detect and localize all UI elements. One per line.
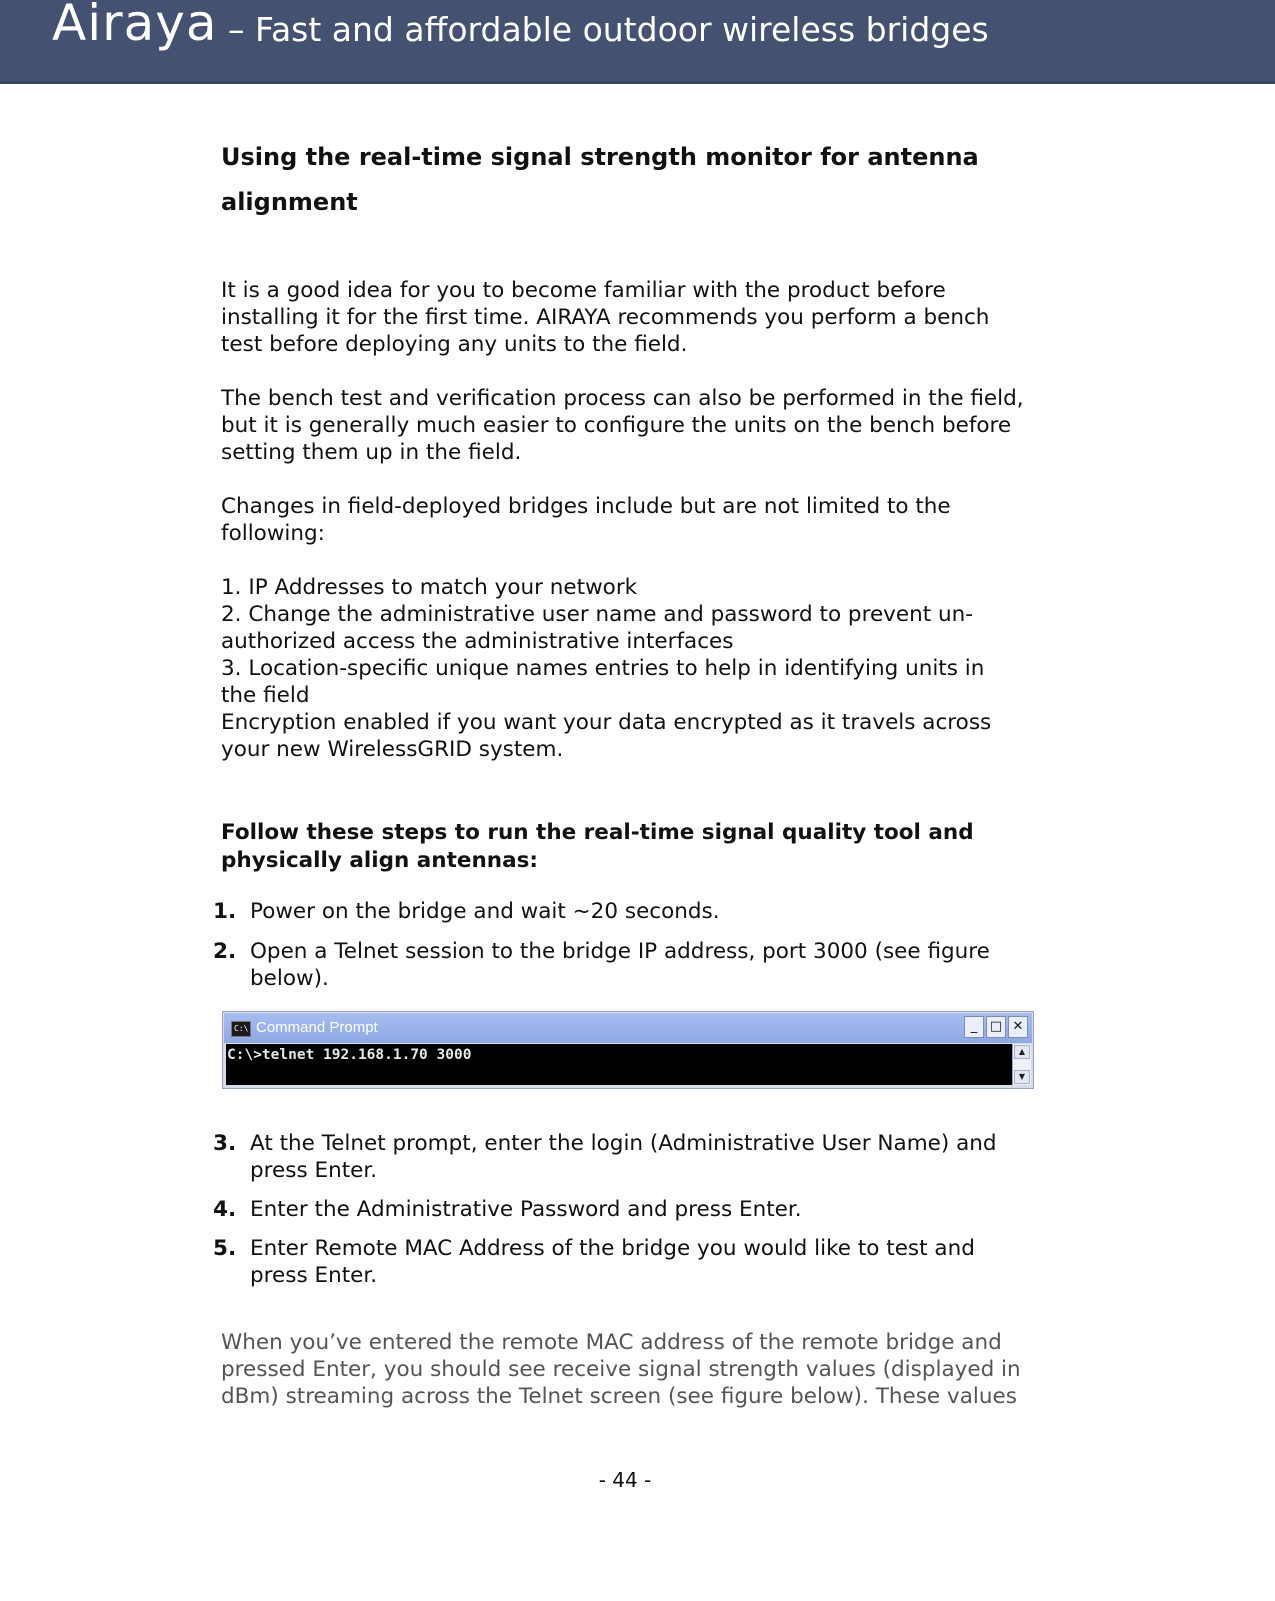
step-number: 3. bbox=[213, 1131, 237, 1156]
paragraph-line: pressed Enter, you should see receive signal strength values (displayed in bbox=[221, 1357, 1021, 1382]
paragraph-line: dBm) streaming across the Telnet screen (see figure below). These values bbox=[221, 1384, 1017, 1409]
step-text: Enter Remote MAC Address of the bridge you would like to test and bbox=[250, 1236, 975, 1261]
step-number: 1. bbox=[213, 899, 237, 924]
scrollbar[interactable] bbox=[1012, 1044, 1031, 1085]
step-text: press Enter. bbox=[250, 1263, 378, 1288]
paragraph-line: setting them up in the field. bbox=[221, 440, 522, 465]
step-item bbox=[213, 1130, 1081, 1184]
step-text: Enter the Administrative Password and press Enter. bbox=[250, 1197, 802, 1222]
paragraph-line: Changes in field-deployed bridges include but are not limited to the bbox=[221, 494, 951, 519]
bench-test-paragraph bbox=[221, 385, 1081, 466]
header-tagline: – Fast and affordable outdoor wireless bridges bbox=[228, 10, 989, 49]
steps-heading-line2: physically align antennas: bbox=[221, 848, 538, 873]
list-item: 2. Change the administrative user name and password to prevent un- bbox=[221, 602, 974, 627]
step-item bbox=[213, 1235, 1081, 1289]
scroll-down-icon[interactable]: ▼ bbox=[1014, 1070, 1030, 1084]
step-number: 4. bbox=[213, 1197, 237, 1222]
minimize-button[interactable]: _ bbox=[964, 1016, 984, 1038]
list-item: 1. IP Addresses to match your network bbox=[221, 575, 638, 600]
command-prompt-titlebar[interactable] bbox=[224, 1013, 1032, 1043]
steps-heading-line1: Follow these steps to run the real-time signal quality tool and bbox=[221, 820, 974, 845]
paragraph-line: but it is generally much easier to configure the units on the bench before bbox=[221, 413, 1012, 438]
section-title-line2: alignment bbox=[221, 188, 358, 216]
intro-paragraph bbox=[221, 277, 1081, 358]
paragraph-line: following: bbox=[221, 521, 325, 546]
paragraph-line: The bench test and verification process can also be performed in the field, bbox=[221, 386, 1024, 411]
step-item bbox=[213, 898, 1081, 925]
maximize-button[interactable]: □ bbox=[986, 1016, 1006, 1038]
console-icon-label: C:\ bbox=[234, 1024, 249, 1033]
brand-name: Airaya bbox=[52, 0, 218, 52]
list-item: the field bbox=[221, 683, 310, 708]
paragraph-line: It is a good idea for you to become familiar with the product before bbox=[221, 278, 946, 303]
step-number: 2. bbox=[213, 939, 237, 964]
changes-paragraph bbox=[221, 493, 1081, 547]
paragraph-line: When you’ve entered the remote MAC address of the remote bridge and bbox=[221, 1330, 1002, 1355]
main-content bbox=[213, 135, 1081, 1410]
step-text: press Enter. bbox=[250, 1158, 378, 1183]
steps-list bbox=[213, 898, 1081, 1289]
step-text: At the Telnet prompt, enter the login (Administrative User Name) and bbox=[250, 1131, 997, 1156]
list-item: your new WirelessGRID system. bbox=[221, 737, 564, 762]
close-button[interactable]: ✕ bbox=[1008, 1016, 1028, 1038]
step-number: 5. bbox=[213, 1236, 237, 1261]
page-header bbox=[0, 0, 1275, 84]
list-item: 3. Location-specific unique names entries to help in identifying units in bbox=[221, 656, 985, 681]
step-item bbox=[213, 938, 1081, 992]
changes-list bbox=[221, 574, 1081, 763]
scroll-up-icon[interactable]: ▲ bbox=[1014, 1045, 1030, 1059]
section-title-line1: Using the real-time signal strength monitor for antenna bbox=[221, 143, 979, 171]
step-text: Open a Telnet session to the bridge IP address, port 3000 (see figure bbox=[250, 939, 990, 964]
paragraph-line: installing it for the first time. AIRAYA recommends you perform a bench bbox=[221, 305, 990, 330]
console-icon bbox=[231, 1021, 251, 1037]
step-item bbox=[213, 1196, 1081, 1223]
console-output[interactable] bbox=[226, 1044, 1012, 1085]
closing-paragraph bbox=[221, 1329, 1081, 1410]
telnet-command: C:\>telnet 192.168.1.70 3000 bbox=[227, 1047, 472, 1063]
window-title: Command Prompt bbox=[256, 1019, 378, 1036]
list-item: Encryption enabled if you want your data encrypted as it travels across bbox=[221, 710, 992, 735]
step-text: below). bbox=[250, 966, 329, 991]
paragraph-line: test before deploying any units to the field. bbox=[221, 332, 688, 357]
list-item: authorized access the administrative interfaces bbox=[221, 629, 734, 654]
step-text: Power on the bridge and wait ~20 seconds. bbox=[250, 899, 720, 924]
page-number: - 44 - bbox=[598, 1468, 652, 1492]
command-prompt-window bbox=[222, 1011, 1034, 1089]
